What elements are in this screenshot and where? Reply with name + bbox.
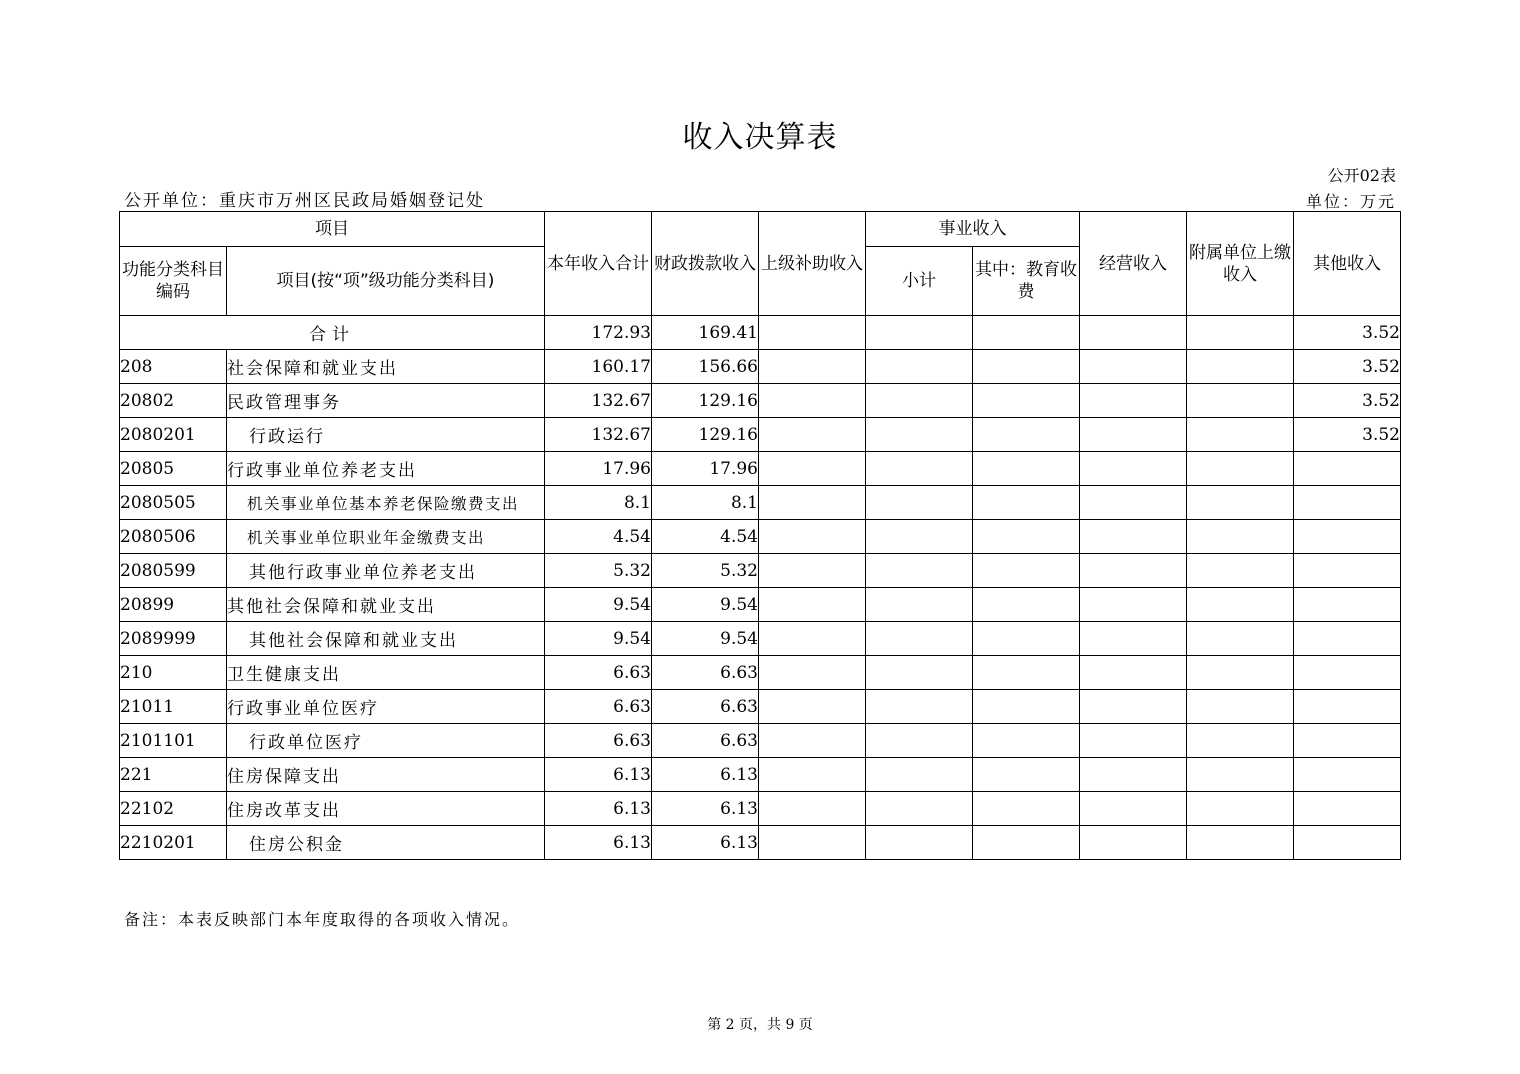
- cell-total: 9.54: [545, 622, 652, 656]
- cell-business-education: [973, 316, 1080, 350]
- table-row: [120, 418, 1401, 452]
- unit-label: 单位：万元: [1305, 192, 1396, 211]
- cell-business-education: [973, 724, 1080, 758]
- table-row: [120, 350, 1401, 384]
- cell-upper-subsidy: [759, 622, 866, 656]
- cell-operating: [1080, 520, 1187, 554]
- income-table: [119, 211, 1401, 860]
- cell-total: 132.67: [545, 384, 652, 418]
- cell-fiscal: 6.13: [652, 792, 759, 826]
- cell-name: 行政事业单位医疗: [227, 690, 545, 724]
- cell-code: 20802: [120, 384, 227, 418]
- cell-total: 8.1: [545, 486, 652, 520]
- cell-business-education: [973, 384, 1080, 418]
- cell-upper-subsidy: [759, 486, 866, 520]
- cell-business-subtotal: [866, 622, 973, 656]
- cell-operating: [1080, 384, 1187, 418]
- cell-operating: [1080, 724, 1187, 758]
- page-number: 第 2 页，共 9 页: [707, 1017, 813, 1033]
- cell-code: 21011: [120, 690, 227, 724]
- cell-business-education: [973, 656, 1080, 690]
- table-row: [120, 554, 1401, 588]
- cell-business-subtotal: [866, 316, 973, 350]
- cell-business-subtotal: [866, 554, 973, 588]
- cell-fiscal: 17.96: [652, 452, 759, 486]
- cell-upper-subsidy: [759, 452, 866, 486]
- cell-name: 住房保障支出: [227, 758, 545, 792]
- header-fiscal: 财政拨款收入: [652, 212, 759, 316]
- cell-operating: [1080, 588, 1187, 622]
- table-number: 公开02表: [1327, 166, 1396, 185]
- cell-name: 社会保障和就业支出: [227, 350, 545, 384]
- cell-business-education: [973, 690, 1080, 724]
- cell-total: 172.93: [545, 316, 652, 350]
- cell-upper-subsidy: [759, 418, 866, 452]
- cell-upper-subsidy: [759, 792, 866, 826]
- cell-affiliated: [1187, 656, 1294, 690]
- header-other: 其他收入: [1294, 212, 1401, 316]
- cell-business-education: [973, 350, 1080, 384]
- cell-fiscal: 8.1: [652, 486, 759, 520]
- cell-business-subtotal: [866, 452, 973, 486]
- table-row: [120, 690, 1401, 724]
- cell-other: 3.52: [1294, 418, 1401, 452]
- cell-business-education: [973, 418, 1080, 452]
- cell-operating: [1080, 452, 1187, 486]
- cell-code: 20899: [120, 588, 227, 622]
- header-business-education: 其中：教育收费: [973, 247, 1080, 316]
- cell-name: 住房公积金: [227, 826, 545, 860]
- cell-upper-subsidy: [759, 690, 866, 724]
- cell-other: [1294, 520, 1401, 554]
- cell-total: 9.54: [545, 588, 652, 622]
- cell-fiscal: 169.41: [652, 316, 759, 350]
- cell-fiscal: 9.54: [652, 588, 759, 622]
- cell-fiscal: 6.63: [652, 690, 759, 724]
- cell-name: 其他社会保障和就业支出: [227, 588, 545, 622]
- cell-business-subtotal: [866, 758, 973, 792]
- cell-affiliated: [1187, 418, 1294, 452]
- cell-total: 6.63: [545, 724, 652, 758]
- cell-operating: [1080, 350, 1187, 384]
- cell-code: 2080201: [120, 418, 227, 452]
- cell-fiscal: 6.13: [652, 826, 759, 860]
- table-row: [120, 622, 1401, 656]
- table-row: [120, 384, 1401, 418]
- cell-other: [1294, 792, 1401, 826]
- cell-operating: [1080, 792, 1187, 826]
- cell-operating: [1080, 622, 1187, 656]
- cell-name: 其他社会保障和就业支出: [227, 622, 545, 656]
- header-code: 功能分类科目编码: [120, 247, 227, 316]
- cell-upper-subsidy: [759, 588, 866, 622]
- cell-business-subtotal: [866, 724, 973, 758]
- cell-business-education: [973, 588, 1080, 622]
- cell-affiliated: [1187, 622, 1294, 656]
- cell-business-education: [973, 486, 1080, 520]
- cell-affiliated: [1187, 724, 1294, 758]
- cell-fiscal: 129.16: [652, 418, 759, 452]
- header-affiliated: 附属单位上缴收入: [1187, 212, 1294, 316]
- cell-code: 20805: [120, 452, 227, 486]
- cell-fiscal: 129.16: [652, 384, 759, 418]
- cell-affiliated: [1187, 826, 1294, 860]
- table-row: [120, 588, 1401, 622]
- header-upper-subsidy: 上级补助收入: [759, 212, 866, 316]
- cell-upper-subsidy: [759, 724, 866, 758]
- cell-code: 2080505: [120, 486, 227, 520]
- cell-business-subtotal: [866, 384, 973, 418]
- cell-business-education: [973, 826, 1080, 860]
- cell-affiliated: [1187, 690, 1294, 724]
- cell-other: [1294, 758, 1401, 792]
- cell-other: 3.52: [1294, 350, 1401, 384]
- cell-business-subtotal: [866, 486, 973, 520]
- cell-other: [1294, 622, 1401, 656]
- cell-code: 2101101: [120, 724, 227, 758]
- cell-fiscal: 6.63: [652, 724, 759, 758]
- cell-affiliated: [1187, 588, 1294, 622]
- table-row: [120, 452, 1401, 486]
- cell-business-subtotal: [866, 588, 973, 622]
- cell-name: 机关事业单位基本养老保险缴费支出: [227, 486, 545, 520]
- cell-affiliated: [1187, 758, 1294, 792]
- cell-affiliated: [1187, 384, 1294, 418]
- cell-business-subtotal: [866, 792, 973, 826]
- table-row: [120, 792, 1401, 826]
- cell-upper-subsidy: [759, 826, 866, 860]
- cell-affiliated: [1187, 792, 1294, 826]
- organization-label: 公开单位：重庆市万州区民政局婚姻登记处: [124, 191, 485, 211]
- table-row: [120, 826, 1401, 860]
- cell-fiscal: 6.63: [652, 656, 759, 690]
- cell-affiliated: [1187, 520, 1294, 554]
- header-business-group: 事业收入: [866, 212, 1080, 247]
- cell-business-subtotal: [866, 826, 973, 860]
- table-note: 备注：本表反映部门本年度取得的各项收入情况。: [124, 910, 521, 929]
- cell-code: 221: [120, 758, 227, 792]
- cell-upper-subsidy: [759, 384, 866, 418]
- cell-total: 6.13: [545, 826, 652, 860]
- cell-fiscal: 5.32: [652, 554, 759, 588]
- cell-upper-subsidy: [759, 350, 866, 384]
- cell-code: 2080506: [120, 520, 227, 554]
- cell-fiscal: 6.13: [652, 758, 759, 792]
- cell-code: 2080599: [120, 554, 227, 588]
- cell-name: 卫生健康支出: [227, 656, 545, 690]
- table-row: [120, 486, 1401, 520]
- cell-affiliated: [1187, 452, 1294, 486]
- cell-operating: [1080, 486, 1187, 520]
- cell-upper-subsidy: [759, 554, 866, 588]
- cell-name: 行政事业单位养老支出: [227, 452, 545, 486]
- cell-name: 行政运行: [227, 418, 545, 452]
- cell-business-subtotal: [866, 656, 973, 690]
- cell-name: 其他行政事业单位养老支出: [227, 554, 545, 588]
- cell-business-subtotal: [866, 520, 973, 554]
- cell-affiliated: [1187, 316, 1294, 350]
- cell-code: 210: [120, 656, 227, 690]
- cell-total: 6.63: [545, 656, 652, 690]
- cell-business-education: [973, 520, 1080, 554]
- cell-other: [1294, 656, 1401, 690]
- cell-fiscal: 4.54: [652, 520, 759, 554]
- cell-other: [1294, 826, 1401, 860]
- cell-total: 6.13: [545, 792, 652, 826]
- cell-total: 4.54: [545, 520, 652, 554]
- cell-name: 住房改革支出: [227, 792, 545, 826]
- header-item-group: 项目: [120, 212, 545, 247]
- header-item-name: 项目(按“项”级功能分类科目): [227, 247, 545, 316]
- table-row: [120, 758, 1401, 792]
- cell-business-subtotal: [866, 690, 973, 724]
- cell-other: [1294, 588, 1401, 622]
- cell-fiscal: 156.66: [652, 350, 759, 384]
- cell-code: 2089999: [120, 622, 227, 656]
- cell-operating: [1080, 826, 1187, 860]
- cell-name: 行政单位医疗: [227, 724, 545, 758]
- cell-code: 208: [120, 350, 227, 384]
- table-row: [120, 520, 1401, 554]
- cell-affiliated: [1187, 554, 1294, 588]
- cell-total: 132.67: [545, 418, 652, 452]
- table-row: [120, 724, 1401, 758]
- cell-upper-subsidy: [759, 656, 866, 690]
- cell-code: 22102: [120, 792, 227, 826]
- cell-affiliated: [1187, 486, 1294, 520]
- header-operating: 经营收入: [1080, 212, 1187, 316]
- cell-business-education: [973, 554, 1080, 588]
- cell-total: 160.17: [545, 350, 652, 384]
- cell-total: 5.32: [545, 554, 652, 588]
- cell-upper-subsidy: [759, 758, 866, 792]
- cell-operating: [1080, 316, 1187, 350]
- cell-name: 机关事业单位职业年金缴费支出: [227, 520, 545, 554]
- cell-business-education: [973, 622, 1080, 656]
- cell-other: [1294, 724, 1401, 758]
- cell-business-education: [973, 792, 1080, 826]
- cell-other: 3.52: [1294, 316, 1401, 350]
- cell-other: [1294, 486, 1401, 520]
- header-total: 本年收入合计: [545, 212, 652, 316]
- total-label: 合计: [120, 316, 545, 350]
- cell-other: 3.52: [1294, 384, 1401, 418]
- cell-total: 6.63: [545, 690, 652, 724]
- cell-name: 民政管理事务: [227, 384, 545, 418]
- cell-operating: [1080, 690, 1187, 724]
- cell-operating: [1080, 656, 1187, 690]
- cell-operating: [1080, 418, 1187, 452]
- cell-affiliated: [1187, 350, 1294, 384]
- cell-business-subtotal: [866, 418, 973, 452]
- cell-upper-subsidy: [759, 316, 866, 350]
- cell-other: [1294, 554, 1401, 588]
- cell-code: 2210201: [120, 826, 227, 860]
- cell-fiscal: 9.54: [652, 622, 759, 656]
- header-business-subtotal: 小计: [866, 247, 973, 316]
- cell-total: 17.96: [545, 452, 652, 486]
- cell-business-subtotal: [866, 350, 973, 384]
- cell-total: 6.13: [545, 758, 652, 792]
- cell-other: [1294, 690, 1401, 724]
- page-title: 收入决算表: [682, 120, 838, 155]
- cell-business-education: [973, 758, 1080, 792]
- cell-other: [1294, 452, 1401, 486]
- cell-business-education: [973, 452, 1080, 486]
- cell-operating: [1080, 554, 1187, 588]
- cell-upper-subsidy: [759, 520, 866, 554]
- cell-operating: [1080, 758, 1187, 792]
- total-row: [120, 316, 1401, 350]
- table-row: [120, 656, 1401, 690]
